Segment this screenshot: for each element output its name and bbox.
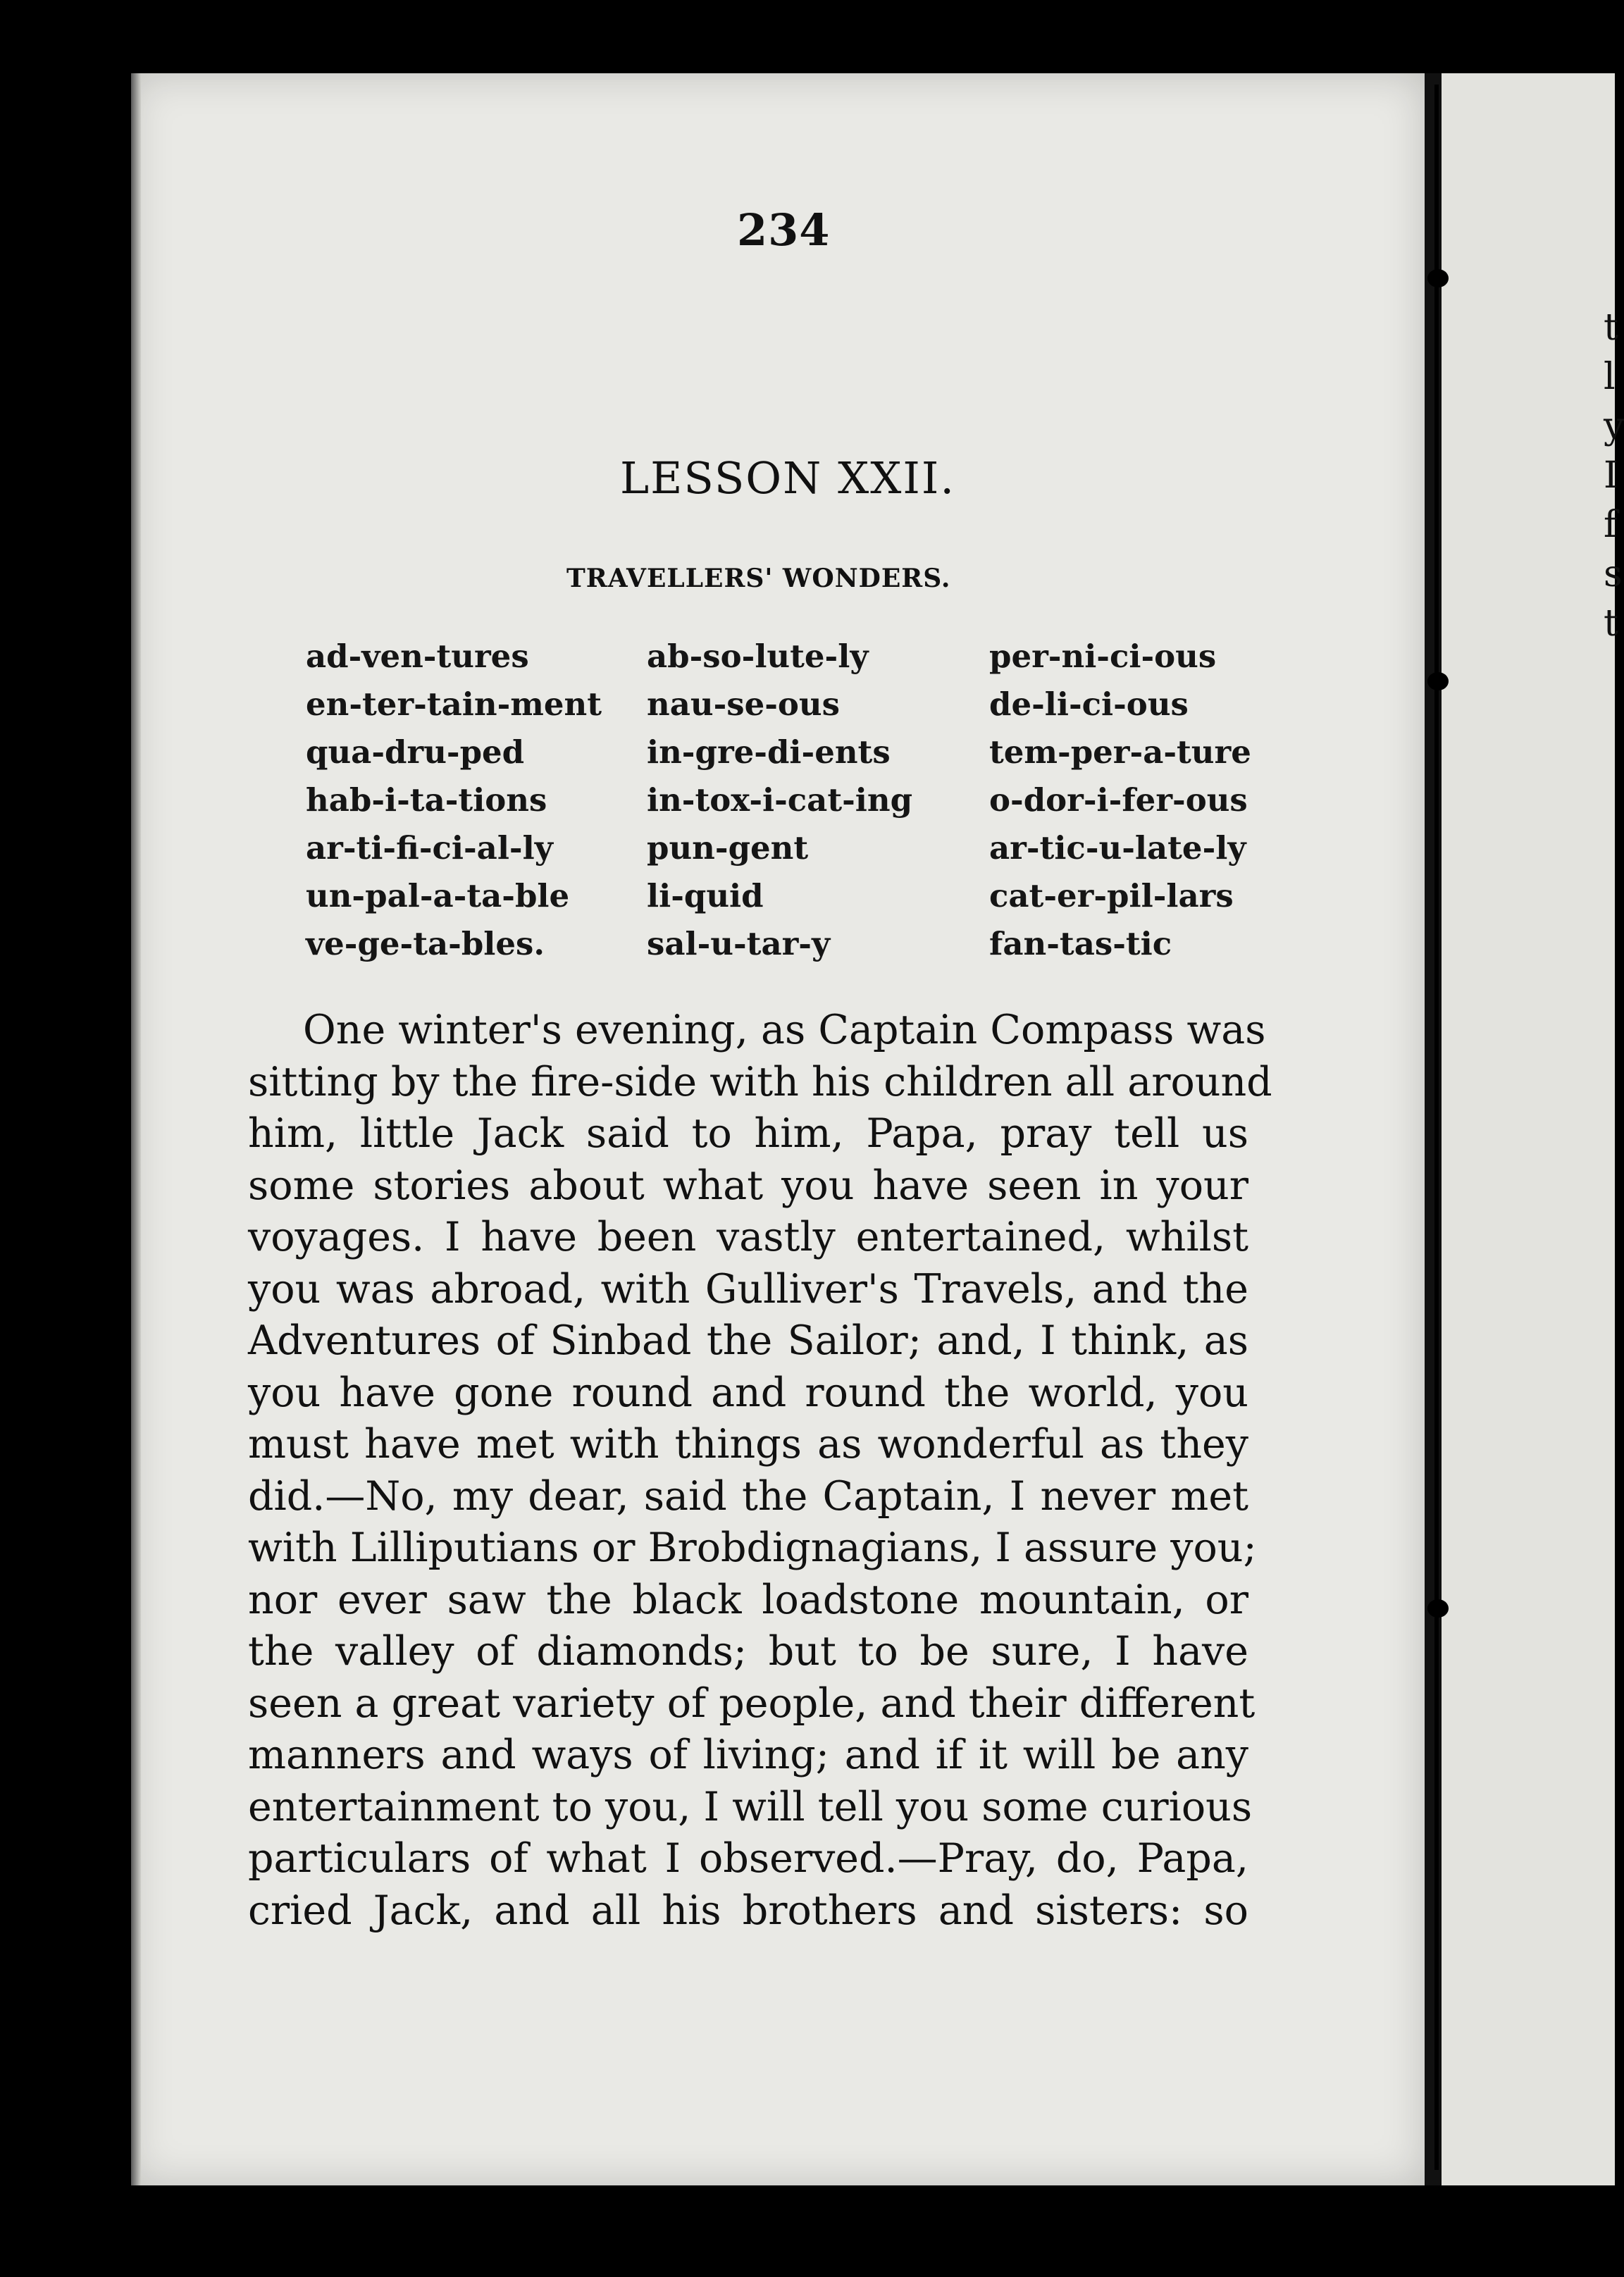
vocabulary-word: in-tox-i-cat-ing: [647, 781, 913, 819]
vocabulary-word: nau-se-ous: [647, 685, 840, 723]
vocabulary-word: un-pal-a-ta-ble: [306, 877, 570, 914]
text-line: particulars of what I observed.—Pray, do, Papa,: [248, 1835, 1248, 1882]
text-line: cried Jack, and all his brothers and sisters: so: [248, 1887, 1248, 1934]
text-line: some stories about what you have seen in your: [248, 1162, 1248, 1209]
next-page-letter: y: [1604, 405, 1624, 447]
vocabulary-word: ar-ti-fi-ci-al-ly: [306, 829, 553, 867]
next-page-letter: l: [1604, 356, 1616, 398]
text-line: you have gone round and round the world, you: [248, 1369, 1248, 1416]
next-page-letter: I: [1604, 454, 1618, 497]
vocabulary-word: en-ter-tain-ment: [306, 685, 602, 723]
vocabulary-word: o-dor-i-fer-ous: [989, 781, 1248, 819]
vocabulary-word: pun-gent: [647, 829, 809, 867]
page-number: 234: [737, 204, 831, 256]
vocabulary-word: li-quid: [647, 877, 764, 914]
text-line: entertainment to you, I will tell you some curious: [248, 1783, 1253, 1830]
text-line: Adventures of Sinbad the Sailor; and, I think, as: [248, 1317, 1248, 1364]
vocabulary-word: ad-ven-tures: [306, 638, 529, 675]
binding-knot: [1427, 269, 1449, 287]
binding-knot: [1427, 1599, 1449, 1618]
text-line: you was abroad, with Gulliver's Travels, and the: [248, 1265, 1248, 1313]
next-page-letter: f: [1604, 504, 1618, 546]
text-line: seen a great variety of people, and their different: [248, 1680, 1256, 1727]
binding-thread: [1434, 85, 1439, 2170]
next-page-letters: [1604, 303, 1624, 648]
vocabulary-column-2: [647, 633, 912, 968]
text-line: nor ever saw the black loadstone mountain, or: [248, 1576, 1248, 1623]
vocabulary-word: tem-per-a-ture: [989, 733, 1251, 771]
lesson-body-text: [248, 1005, 1272, 1937]
book-gutter: [1425, 73, 1442, 2185]
vocabulary-word: qua-dru-ped: [306, 733, 525, 771]
text-line: manners and ways of living; and if it will be any: [248, 1732, 1248, 1778]
page-edge-shadow: [131, 73, 141, 2185]
vocabulary-word: ab-so-lute-ly: [647, 638, 869, 675]
text-line: One winter's evening, as Captain Compass was: [303, 1007, 1266, 1053]
binding-knot: [1427, 672, 1449, 690]
vocabulary-word: per-ni-ci-ous: [989, 638, 1217, 675]
text-line: with Lilliputians or Brobdignagians, I assure you;: [248, 1525, 1257, 1571]
next-page-letter: s: [1604, 553, 1623, 595]
text-line: must have met with things as wonderful as they: [248, 1421, 1248, 1468]
text-line: voyages. I have been vastly entertained, whilst: [248, 1214, 1248, 1260]
text-line: sitting by the fire-side with his children all around: [248, 1058, 1272, 1105]
lesson-subtitle: TRAVELLERS' WONDERS.: [566, 564, 951, 593]
vocabulary-word: ar-tic-u-late-ly: [989, 829, 1246, 867]
vocabulary-word: in-gre-di-ents: [647, 733, 891, 771]
vocabulary-word: sal-u-tar-y: [647, 925, 831, 962]
next-page-letter: t: [1604, 602, 1618, 645]
text-line: him, little Jack said to him, Papa, pray tell us: [248, 1110, 1248, 1157]
vocabulary-word: fan-tas-tic: [989, 925, 1172, 962]
text-line: the valley of diamonds; but to be sure, I have: [248, 1628, 1248, 1675]
vocabulary-word: ve-ge-ta-bles.: [306, 925, 545, 962]
vocabulary-column-3: [989, 633, 1251, 968]
vocabulary-word: de-li-ci-ous: [989, 685, 1189, 723]
vocabulary-column-1: [306, 633, 602, 968]
vocabulary-word: cat-er-pil-lars: [989, 877, 1234, 914]
vocabulary-word: hab-i-ta-tions: [306, 781, 547, 819]
next-page-letter: t: [1604, 306, 1618, 349]
right-page-fragment: [1442, 73, 1624, 2185]
text-line: did.—No, my dear, said the Captain, I never met: [248, 1472, 1248, 1520]
lesson-title: LESSON XXII.: [620, 452, 956, 504]
